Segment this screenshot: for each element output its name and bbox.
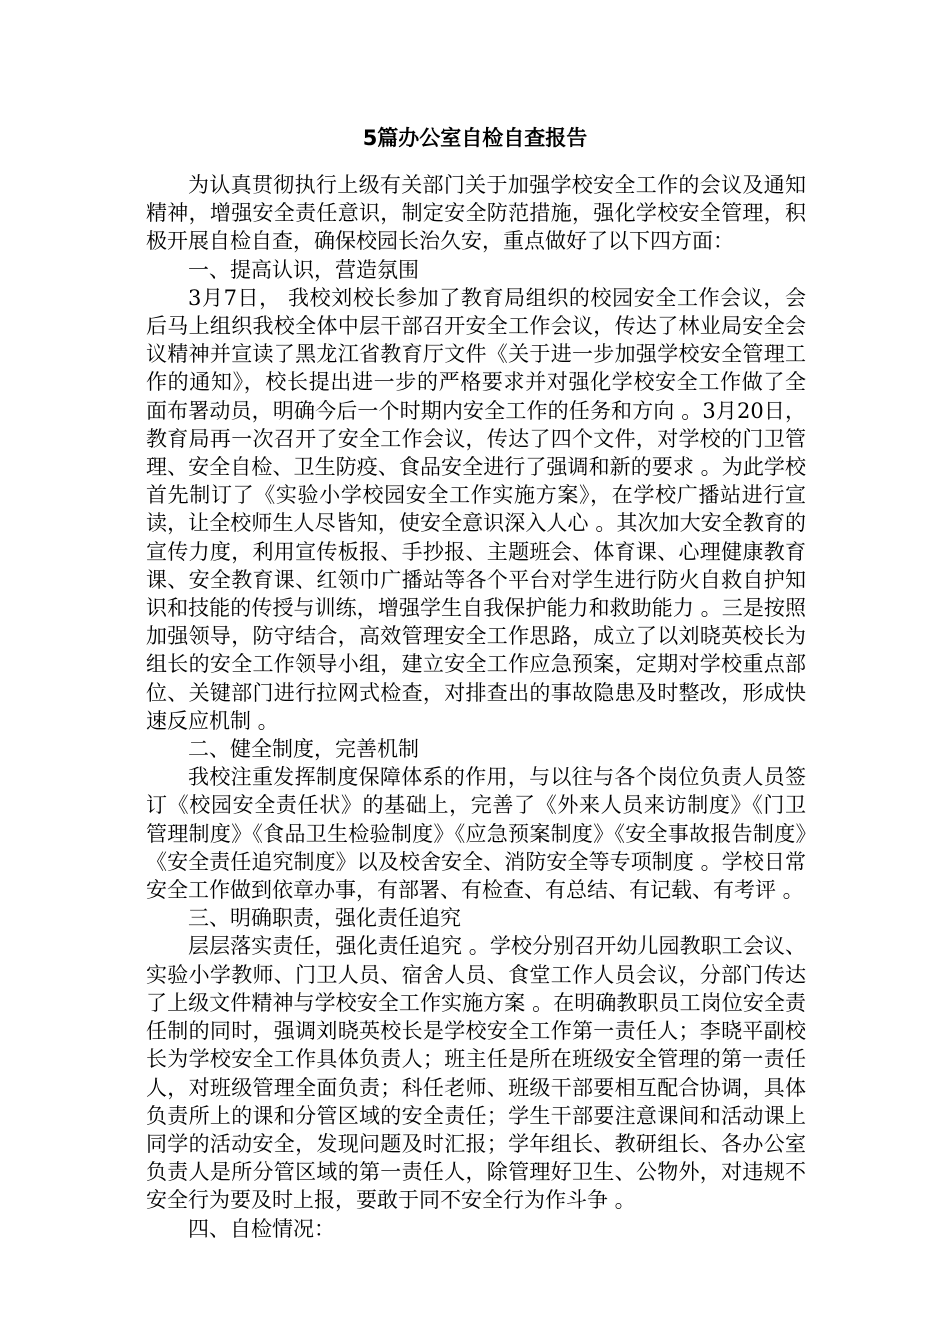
document-title: 5篇办公室自检自查报告: [362, 126, 588, 150]
section-heading: 一、提高认识，营造氛围: [188, 257, 419, 282]
section-heading: 三、明确职责，强化责任追究: [188, 906, 461, 931]
body-paragraph: 3月7日， 我校刘校长参加了教育局组织的校园安全工作会议，会后马上组织我校全体中层干部召开安全工作会议，传达了林业局安全会议精神并宣读了黑龙江省教育厅文件《关于进一步加强学校安全管理工作的通知》，校长提出进一步的严格要求并对强化学校安全工作做了全面布署动员，明确今后一个时期内安全工作的任务和方向 。3月20日，教育局再一次召开了安全工作会议，传达了四个文件，对学校的门卫管理、安全自检、卫生防疫、食品安全进行了强调和新的要求 。为此学校首先制订了《实验小学校园安全工作实施方案》，在学校广播站进行宣读，让全校师生人尽皆知，使安全意识深入人心 。其次加大安全教育的宣传力度，利用宣传板报、手抄报、主题班会、体育课、心理健康教育课、安全教育课、红领巾广播站等各个平台对学生进行防火自救自护知识和技能的传授与训练，增强学生自我保护能力和救助能力 。三是按照加强领导，防守结合，高效管理安全工作思路，成立了以刘晓英校长为组长的安全工作领导小组，建立安全工作应急预案，定期对学校重点部位、关键部门进行拉网式检查，对排查出的事故隐患及时整改，形成快速反应机制 。: [146, 285, 806, 733]
section-heading: 二、健全制度，完善机制: [188, 737, 419, 762]
body-paragraph: 我校注重发挥制度保障体系的作用，与以往与各个岗位负责人员签订《校园安全责任状》的基础上，完善了《外来人员来访制度》《门卫管理制度》《食品卫生检验制度》《应急预案制度》《安全事故报告制度》《安全责任追究制度》以及校舍安全、消防安全等专项制度 。学校日常安全工作做到依章办事，有部署、有检查、有总结、有记载、有考评 。: [146, 765, 806, 903]
body-paragraph: 层层落实责任，强化责任追究 。学校分别召开幼儿园教职工会议、实验小学教师、门卫人员、宿舍人员、食堂工作人员会议，分部门传达了上级文件精神与学校安全工作实施方案 。在明确教职员工岗位安全责任制的同时，强调刘晓英校长是学校安全工作第一责任人；李晓平副校长为学校安全工作具体负责人；班主任是所在班级安全管理的第一责任人，对班级管理全面负责；科任老师、班级干部要相互配合协调，具体负责所上的课和分管区域的安全责任；学生干部要注意课间和活动课上同学的活动安全，发现问题及时汇报；学年组长、教研组长、各办公室负责人是所分管区域的第一责任人，除管理好卫生、公物外，对违规不安全行为要及时上报，要敢于同不安全行为作斗争 。: [146, 934, 806, 1213]
document-body: [146, 171, 806, 1243]
section-heading: 四、自检情况：: [188, 1216, 335, 1241]
intro-paragraph: 为认真贯彻执行上级有关部门关于加强学校安全工作的会议及通知精神，增强安全责任意识，制定安全防范措施，强化学校安全管理，积极开展自检自查，确保校园长治久安，重点做好了以下四方面：: [146, 173, 806, 254]
